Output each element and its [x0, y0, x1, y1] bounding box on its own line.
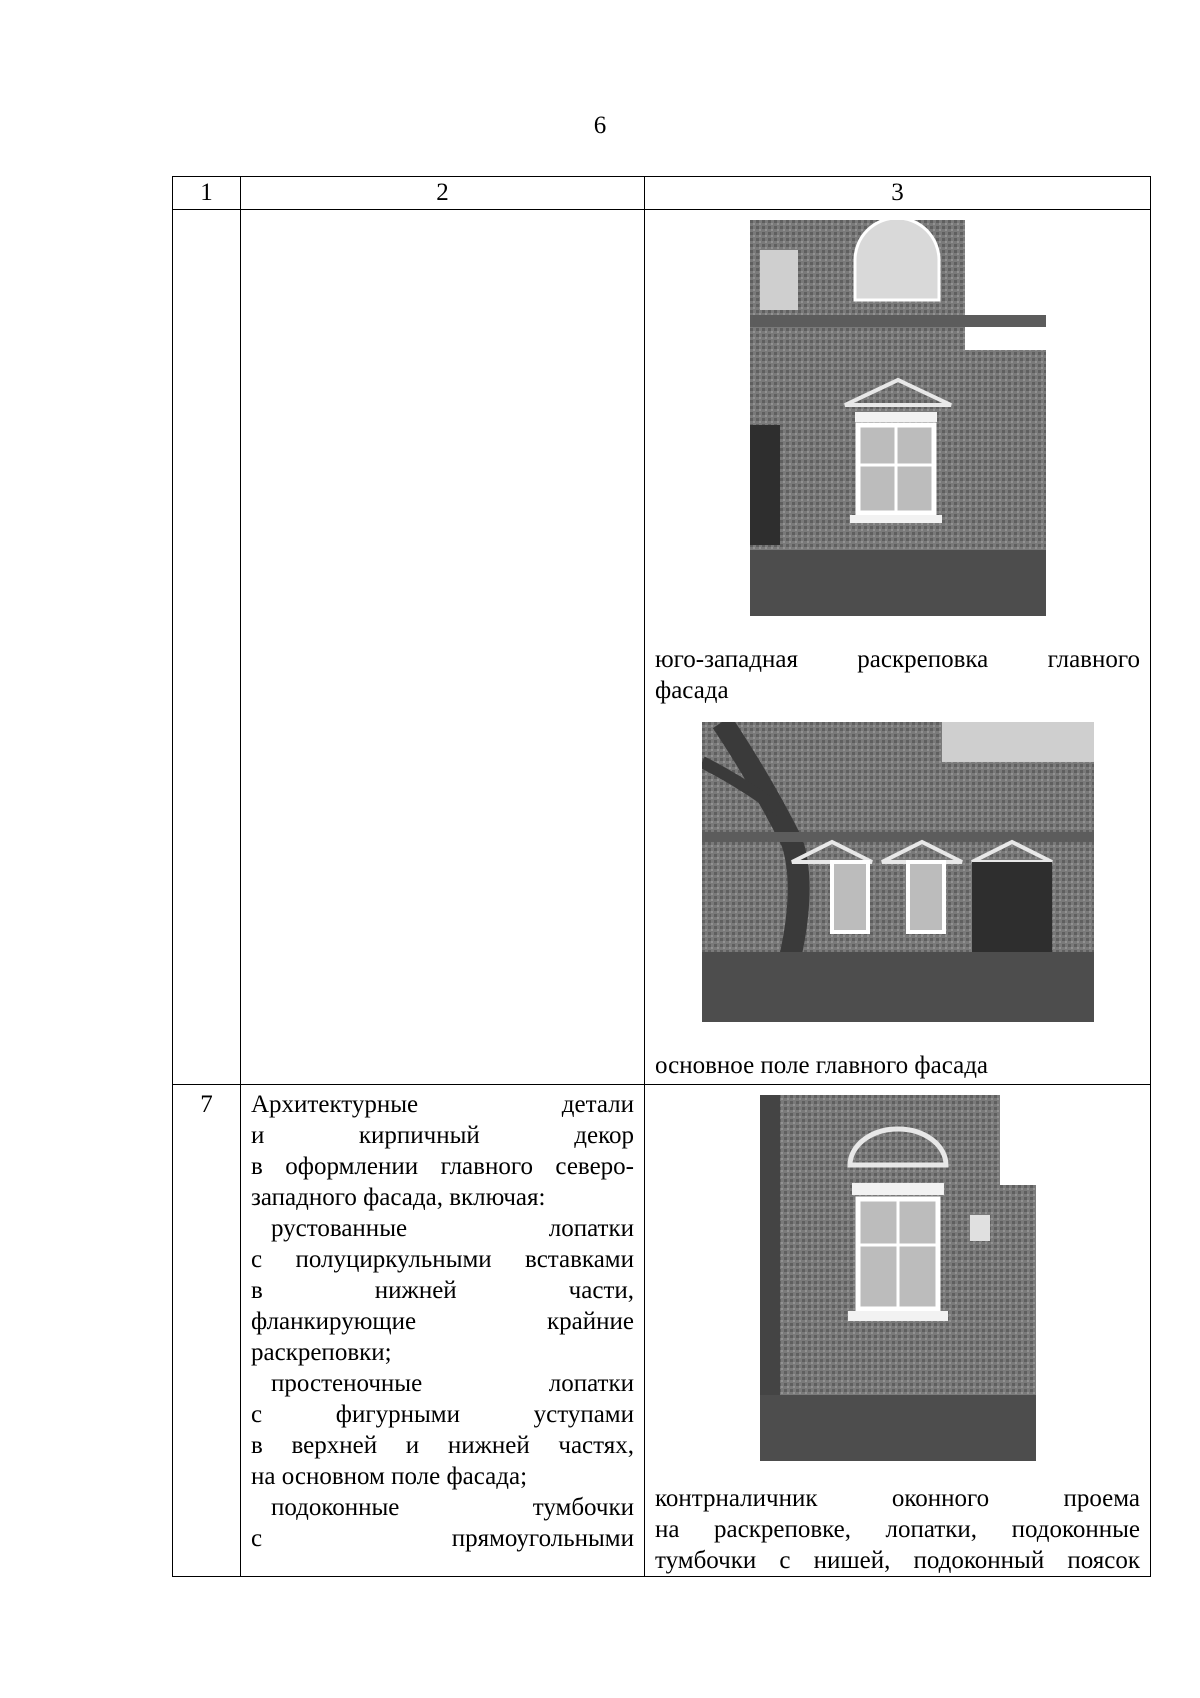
page-number: 6	[593, 112, 607, 139]
description-line: и кирпичный декор	[251, 1122, 634, 1149]
description-line: на основном поле фасада;	[251, 1463, 528, 1490]
description-cell	[241, 1085, 645, 1577]
photo-caption	[655, 644, 1140, 706]
description-line: западного фасада, включая:	[251, 1184, 546, 1211]
row-number	[173, 210, 241, 1085]
building-photo-icon	[702, 722, 1094, 1022]
caption-line: юго-западная раскреповка главного	[655, 646, 1140, 673]
photo-caption	[655, 1483, 1140, 1576]
description-line: с полуциркульными вставками	[251, 1246, 634, 1273]
table-row	[173, 210, 1151, 1085]
description-cell	[241, 210, 645, 1085]
building-photo-icon	[750, 220, 1046, 616]
description-line: в нижней части,	[251, 1277, 634, 1304]
description-line: раскреповки;	[251, 1339, 392, 1366]
building-photo-icon	[760, 1095, 1036, 1461]
description-line: подоконные тумбочки	[271, 1494, 634, 1521]
description-line: с прямоугольными	[251, 1525, 634, 1552]
table-header-row	[173, 177, 1151, 210]
description-line: с фигурными уступами	[251, 1401, 634, 1428]
caption-line: контрналичник оконного проема	[655, 1485, 1140, 1512]
description-line: Архитектурные детали	[251, 1091, 634, 1118]
caption-line: фасада	[655, 677, 729, 704]
column-header: 2	[241, 177, 645, 210]
caption-line: на раскреповке, лопатки, подоконные	[655, 1516, 1140, 1543]
photo-cell	[645, 1085, 1151, 1577]
description-line: в оформлении главного северо-	[251, 1153, 634, 1180]
table-row	[173, 1085, 1151, 1577]
document-table	[172, 176, 1151, 1577]
description-line: фланкирующие крайние	[251, 1308, 634, 1335]
caption-line: тумбочки с нишей, подоконный поясок	[655, 1547, 1140, 1574]
column-header: 1	[173, 177, 241, 210]
photo-cell	[645, 210, 1151, 1085]
row-number: 7	[173, 1085, 241, 1577]
description-line: рустованные лопатки	[271, 1215, 634, 1242]
description-line: в верхней и нижней частях,	[251, 1432, 634, 1459]
photo-caption: основное поле главного фасада	[655, 1052, 989, 1079]
description-line: простеночные лопатки	[271, 1370, 634, 1397]
column-header: 3	[645, 177, 1151, 210]
